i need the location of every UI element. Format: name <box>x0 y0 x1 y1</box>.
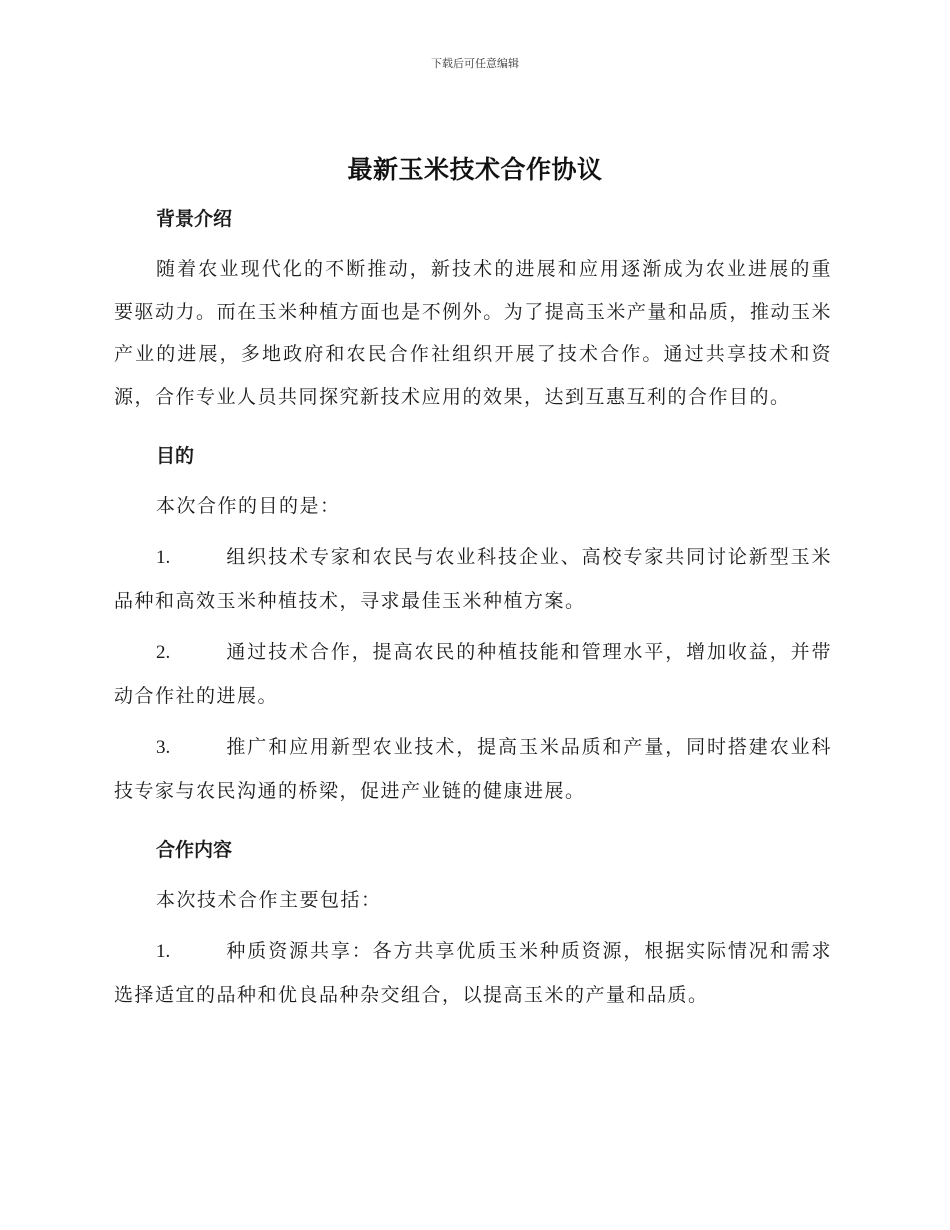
section-heading-background: 背景介绍 <box>156 208 233 230</box>
list-item <box>114 726 832 812</box>
list-number: 3. <box>156 737 171 758</box>
section-heading-purpose: 目的 <box>156 445 195 467</box>
list-text: 推广和应用新型农业技术，提高玉米品质和产量，同时搭建农业科技专家与农民沟通的桥梁，促进产业链的健康进展。 <box>114 736 832 802</box>
background-paragraph: 随着农业现代化的不断推动，新技术的进展和应用逐渐成为农业进展的重要驱动力。而在玉米种植方面也是不例外。为了提高玉米产量和品质，推动玉米产业的进展，多地政府和农民合作社组织开展了技术合作。通过共享技术和资源，合作专业人员共同探究新技术应用的效果，达到互惠互利的合作目的。 <box>114 258 832 408</box>
content-intro: 本次技术合作主要包括： <box>156 889 382 911</box>
list-text: 通过技术合作，提高农民的种植技能和管理水平，增加收益，并带动合作社的进展。 <box>114 641 832 707</box>
purpose-intro: 本次合作的目的是： <box>156 495 341 517</box>
list-item <box>114 631 832 717</box>
list-text: 种质资源共享：各方共享优质玉米种质资源，根据实际情况和需求选择适宜的品种和优良品种杂交组合，以提高玉米的产量和品质。 <box>114 940 832 1006</box>
section-heading-content: 合作内容 <box>156 839 233 861</box>
document-body <box>114 190 832 1016</box>
list-item <box>114 930 832 1016</box>
header-note: 下载后可任意编辑 <box>431 57 519 70</box>
list-number: 1. <box>156 941 171 962</box>
list-number: 2. <box>156 642 171 663</box>
list-number: 1. <box>156 547 171 568</box>
list-item <box>114 536 832 622</box>
document-title: 最新玉米技术合作协议 <box>347 155 603 184</box>
list-text: 组织技术专家和农民与农业科技企业、高校专家共同讨论新型玉米品种和高效玉米种植技术，寻求最佳玉米种植方案。 <box>114 546 832 612</box>
